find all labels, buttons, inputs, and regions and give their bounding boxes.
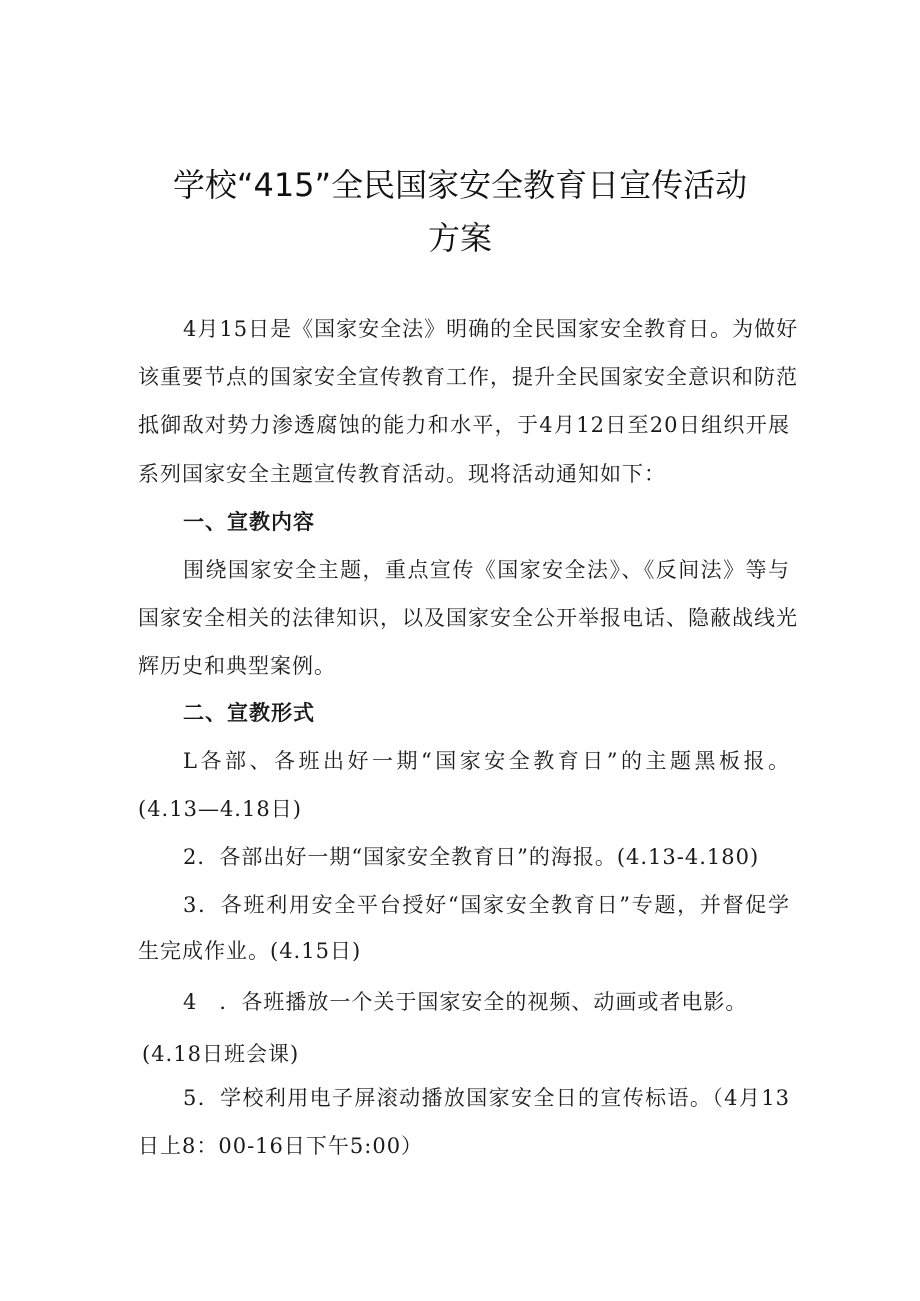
section-heading-form: 二、宣教形式 xyxy=(183,701,315,725)
section-1-line: 围绕国家安全主题，重点宣传《国家安全法》、《反间法》等与 xyxy=(183,558,790,582)
section-heading-content: 一、宣教内容 xyxy=(183,510,315,534)
intro-line: 系列国家安全主题宣传教育活动。现将活动通知如下： xyxy=(138,462,666,486)
form-item-5-cont: 日上8：00-16日下午5:00） xyxy=(138,1134,424,1158)
form-item-4: 4 ．各班播放一个关于国家安全的视频、动画或者电影。 xyxy=(183,990,748,1014)
intro-line: 抵御敌对势力渗透腐蚀的能力和水平，于4月12日至20日组织开展 xyxy=(138,413,790,437)
section-1-line: 国家安全相关的法律知识，以及国家安全公开举报电话、隐蔽战线光 xyxy=(138,606,798,630)
intro-line: 该重要节点的国家安全宣传教育工作，提升全民国家安全意识和防范 xyxy=(138,365,798,389)
form-item-5: 5．学校利用电子屏滚动播放国家安全日的宣传标语。（4月13 xyxy=(183,1086,790,1110)
form-item-4-date: (4.18日班会课) xyxy=(142,1042,300,1066)
intro-line: 4月15日是《国家安全法》明确的全民国家安全教育日。为做好 xyxy=(183,317,799,341)
form-item-1-date: (4.13—4.18日) xyxy=(138,797,302,821)
form-item-3: 3．各班利用安全平台授好“国家安全教育日”专题，并督促学 xyxy=(183,893,790,917)
form-item-2: 2．各部出好一期“国家安全教育日”的海报。(4.13-4.180) xyxy=(183,845,760,869)
document-title-line-1: 学校“415”全民国家安全教育日宣传活动 xyxy=(172,166,748,204)
form-item-3-cont: 生完成作业。(4.15日) xyxy=(138,939,362,963)
form-item-1: L各部、各班出好一期“国家安全教育日”的主题黑板报。 xyxy=(183,749,790,773)
document-title-line-2: 方案 xyxy=(427,219,492,257)
section-1-line: 辉历史和典型案例。 xyxy=(138,654,336,678)
